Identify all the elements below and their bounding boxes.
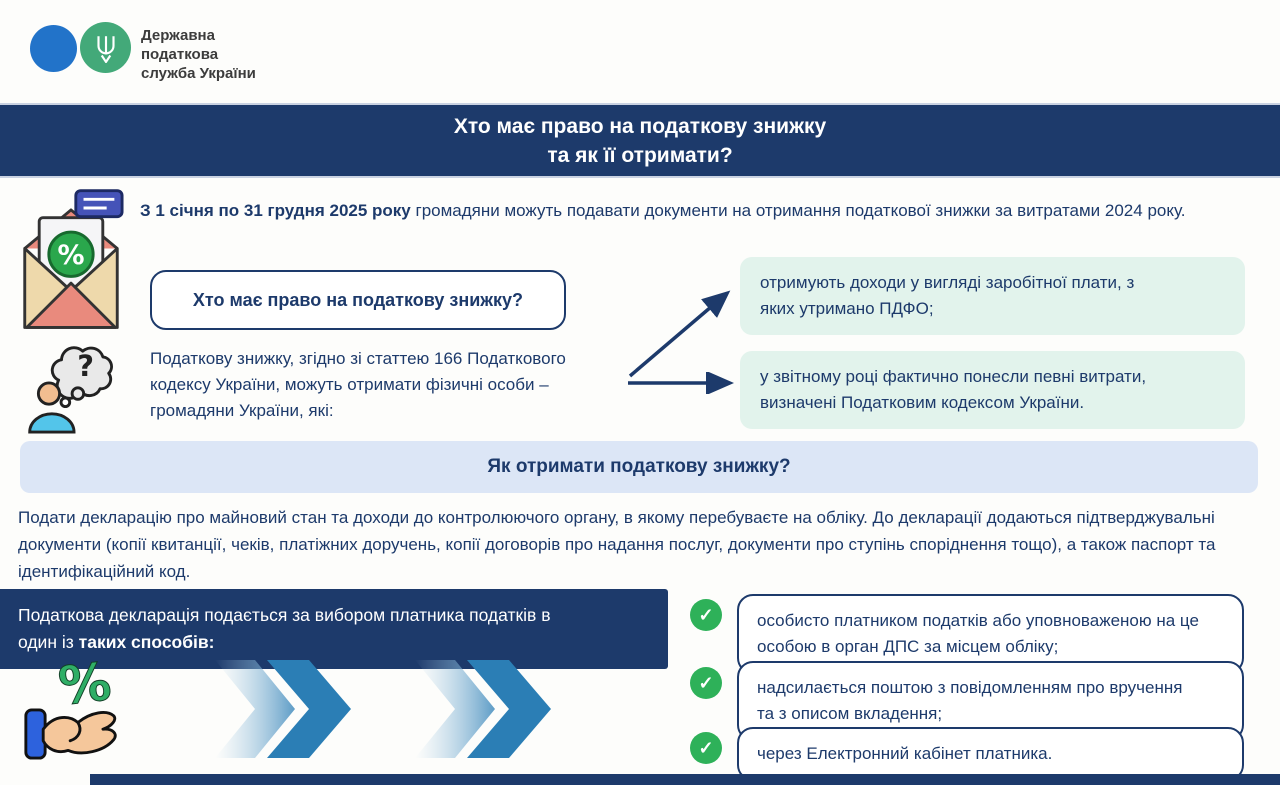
arrow-horizontal-icon bbox=[625, 372, 741, 394]
double-chevron-right-icon bbox=[215, 660, 351, 758]
page-title bbox=[0, 103, 1280, 178]
logo-blue-circle bbox=[30, 25, 77, 72]
org-name-line: служба України bbox=[141, 65, 256, 82]
org-name-line: податкова bbox=[141, 46, 219, 63]
svg-text:%: % bbox=[57, 239, 85, 271]
submission-intro-regular: Податкова декларація подається за вибором платника податків в один із bbox=[18, 605, 551, 652]
hand-percent-icon bbox=[22, 652, 128, 764]
condition-box-expenses: у звітному році фактично понесли певні витрати, визначені Податковим кодексом України. bbox=[740, 351, 1245, 429]
arrow-diagonal-icon bbox=[625, 283, 741, 383]
person-question-icon bbox=[22, 326, 128, 438]
how-banner bbox=[20, 441, 1258, 493]
intro-dates: З 1 січня по 31 грудня 2025 року bbox=[140, 201, 411, 220]
how-description: Подати декларацію про майновий стан та доходи до контролюючого органу, в якому перебуваєте на обліку. До декларації додаються підтверджувальні документи (копії квитанції, чеків, платіжних доручень, копії договорів про надання послуг, документи про ступінь споріднення тощо), а також паспорт та ідентифікаційний код. bbox=[18, 508, 1216, 581]
method-box-in-person: особисто платником податків або уповноваженою на це особою в орган ДПС за місцем обліку; bbox=[737, 594, 1244, 674]
how-banner-label: Як отримати податкову знижку? bbox=[487, 456, 791, 477]
double-chevron-right-icon bbox=[415, 660, 551, 758]
org-name bbox=[141, 26, 256, 83]
trident-icon bbox=[94, 33, 118, 63]
who-description: Податкову знижку, згідно зі статтею 166 Податкового кодексу України, можуть отримати фізичні особи – громадяни України, які: bbox=[150, 349, 566, 420]
condition-box-income: отримують доходи у вигляді заробітної плати, з яких утримано ПДФО; bbox=[740, 257, 1245, 335]
question-box bbox=[150, 270, 566, 330]
page-title-line2: та як її отримати? bbox=[547, 143, 733, 167]
check-icon: ✓ bbox=[690, 667, 722, 699]
logo-green-circle bbox=[80, 22, 131, 73]
svg-text:?: ? bbox=[77, 349, 94, 384]
org-name-line: Державна bbox=[141, 27, 215, 44]
method-box-by-mail: надсилається поштою з повідомленням про вручення та з описом вкладення; bbox=[737, 661, 1244, 741]
submission-intro-bold: таких способів: bbox=[78, 632, 215, 652]
svg-text:%: % bbox=[55, 652, 114, 718]
envelope-percent-icon bbox=[18, 188, 124, 334]
footer-bar bbox=[90, 774, 1280, 785]
check-icon: ✓ bbox=[690, 732, 722, 764]
intro-rest: громадяни можуть подавати документи на отримання податкової знижки за витратами 2024 року. bbox=[410, 201, 1186, 220]
method-box-e-cabinet: через Електронний кабінет платника. bbox=[737, 727, 1244, 781]
intro-paragraph bbox=[140, 198, 1272, 224]
check-icon: ✓ bbox=[690, 599, 722, 631]
page-title-line1: Хто має право на податкову знижку bbox=[453, 114, 827, 138]
question-box-label: Хто має право на податкову знижку? bbox=[192, 289, 524, 310]
